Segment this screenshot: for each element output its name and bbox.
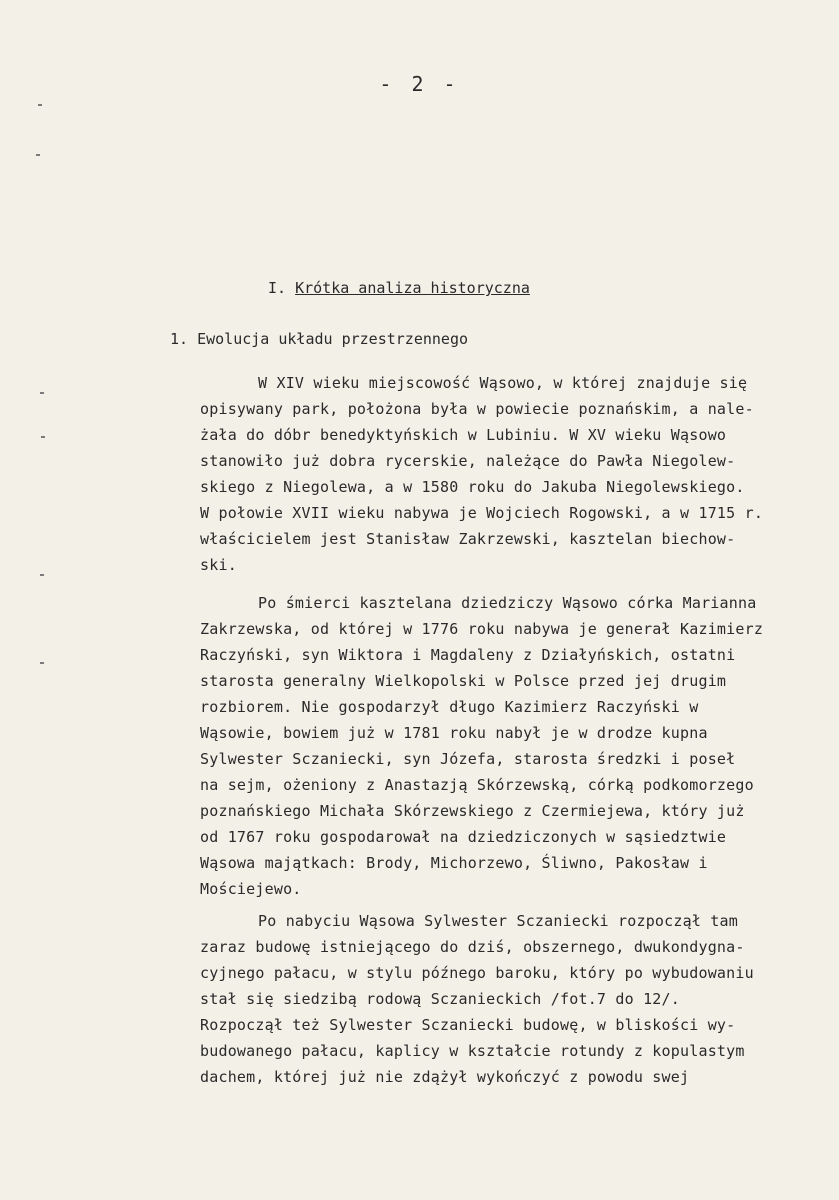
text-line: poznańskiego Michała Skórzewskiego z Czermiejewa, który już [200, 802, 745, 820]
text-line: dachem, której już nie zdążył wykończyć z powodu swej [200, 1068, 690, 1086]
page-number: - 2 - [379, 72, 460, 96]
text-line: właścicielem jest Stanisław Zakrzewski, kasztelan biechow- [200, 530, 736, 548]
text-line: Sylwester Sczaniecki, syn Józefa, starosta średzki i poseł [200, 750, 736, 768]
text-line: stał się siedzibą rodową Sczanieckich /fot.7 do 12/. [200, 990, 680, 1008]
text-line: Wąsowie, bowiem już w 1781 roku nabył je w drodze kupna [200, 724, 708, 742]
text-line: Wąsowa majątkach: Brody, Michorzewo, Śliwno, Pakosław i [200, 854, 708, 872]
text-line: W połowie XVII wieku nabywa je Wojciech Rogowski, a w 1715 r. [200, 504, 764, 522]
text-line: Mościejewo. [200, 880, 302, 898]
text-line: Po śmierci kasztelana dziedziczy Wąsowo córka Marianna [258, 594, 757, 612]
text-line: opisywany park, położona była w powiecie poznańskim, a nale- [200, 400, 754, 418]
text-line: Raczyński, syn Wiktora i Magdaleny z Działyńskich, ostatni [200, 646, 736, 664]
text-line: Po nabyciu Wąsowa Sylwester Sczaniecki rozpoczął tam [258, 912, 738, 930]
text-line: W XIV wieku miejscowość Wąsowo, w której znajduje się [258, 374, 748, 392]
section-title: Krótka analiza historyczna [295, 279, 530, 297]
text-line: stanowiło już dobra rycerskie, należące do Pawła Niegolew- [200, 452, 736, 470]
text-line: Rozpoczął też Sylwester Sczaniecki budowę, w bliskości wy- [200, 1016, 736, 1034]
text-line: rozbiorem. Nie gospodarzył długo Kazimierz Raczyński w [200, 698, 699, 716]
text-line: skiego z Niegolewa, a w 1580 roku do Jakuba Niegolewskiego. [200, 478, 745, 496]
section-heading [268, 279, 530, 297]
text-line: na sejm, ożeniony z Anastazją Skórzewską, córką podkomorzego [200, 776, 754, 794]
text-line: budowanego pałacu, kaplicy w kształcie rotundy z kopulastym [200, 1042, 745, 1060]
text-line: cyjnego pałacu, w stylu późnego baroku, który po wybudowaniu [200, 964, 754, 982]
text-line: od 1767 roku gospodarował na dziedziczonych w sąsiedztwie [200, 828, 727, 846]
text-line: ski. [200, 556, 237, 574]
text-line: starosta generalny Wielkopolski w Polsce przed jej drugim [200, 672, 727, 690]
text-line: zaraz budowę istniejącego do dziś, obszernego, dwukondygna- [200, 938, 745, 956]
subsection-heading: 1. Ewolucja układu przestrzennego [170, 330, 469, 348]
section-number: I. [268, 279, 287, 297]
text-line: żała do dóbr benedyktyńskich w Lubiniu. W XV wieku Wąsowo [200, 426, 727, 444]
text-line: Zakrzewska, od której w 1776 roku nabywa je generał Kazimierz [200, 620, 764, 638]
